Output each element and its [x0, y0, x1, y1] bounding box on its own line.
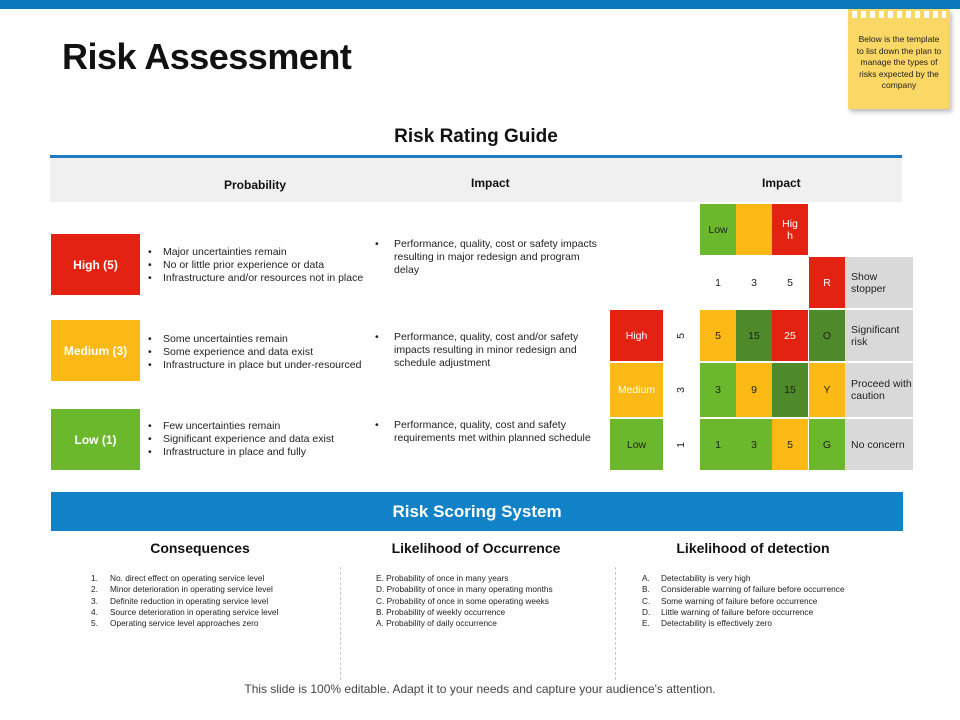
matrix-cell: 15 [772, 363, 808, 417]
list-text: Source deterioration in operating service level [110, 606, 279, 617]
list-item [642, 618, 845, 629]
list-item [91, 584, 278, 595]
impact-low-list [375, 419, 600, 445]
list-item: • Performance, quality, cost and safety requirements met within planned schedule [375, 419, 600, 445]
sticky-note [848, 9, 950, 109]
rating-code-yellow: Y [809, 363, 845, 417]
list-item: • No or little prior experience or data [148, 259, 363, 272]
matrix-cell: 5 [700, 310, 736, 361]
impact-level-medium [736, 204, 772, 255]
impact-level-low: Low [700, 204, 736, 255]
list-item: • Some experience and data exist [148, 346, 361, 359]
impact-score-3: 3 [751, 276, 757, 289]
list-item: A. Probability of daily occurrence [376, 618, 497, 629]
rating-desc-significant: Significant risk [845, 310, 913, 361]
matrix-cell: 1 [700, 419, 736, 470]
probability-score-1 [666, 419, 696, 470]
list-item: • Performance, quality, cost and/or safety impacts resulting in minor redesign and schedule adjustment [375, 331, 600, 370]
detection-title: Likelihood of detection [676, 540, 830, 556]
list-item: • Major uncertainties remain [148, 246, 363, 259]
matrix-cell: 25 [772, 310, 808, 361]
list-item: • Few uncertainties remain [148, 420, 334, 433]
impact-medium-list [375, 331, 600, 370]
list-item: • Infrastructure in place and fully [148, 446, 334, 459]
list-item: • Infrastructure in place but under-resourced [148, 359, 361, 372]
probability-row-high: High [610, 310, 663, 361]
probability-score-1-text: 1 [675, 441, 687, 448]
probability-row-medium: Medium [610, 363, 663, 417]
list-item: D. Probability of once in many operating months [376, 584, 553, 595]
rating-desc-caution: Proceed with caution [845, 363, 913, 417]
list-item [91, 573, 278, 584]
consequences-list [91, 573, 278, 629]
risk-rating-guide-title: Risk Rating Guide [394, 126, 558, 147]
probability-score-3 [666, 363, 696, 417]
list-number: D. [642, 606, 651, 617]
occurrence-title: Likelihood of Occurrence [391, 540, 561, 556]
list-text: Some warning of failure before occurrence [661, 595, 818, 606]
list-item [642, 596, 845, 607]
list-number: 2. [91, 584, 98, 595]
detection-list [642, 573, 845, 629]
list-number: E. [642, 618, 650, 629]
level-low-box: Low (1) [51, 409, 140, 470]
list-text: No. direct effect on operating service level [110, 573, 265, 583]
probability-low-list [148, 420, 334, 459]
impact-high-list [375, 238, 600, 277]
list-number: 5. [91, 618, 98, 629]
list-item: B. Probability of weekly occurrence [376, 606, 506, 617]
list-text: Detectability is very high [661, 573, 751, 583]
probability-medium-list [148, 333, 361, 372]
list-item: • Some uncertainties remain [148, 333, 361, 346]
impact-score-5: 5 [787, 276, 793, 289]
page-title: Risk Assessment [62, 36, 352, 77]
probability-high-list [148, 246, 363, 285]
probability-score-5-text: 5 [675, 332, 687, 339]
list-number: C. [642, 595, 651, 606]
list-text: Little warning of failure before occurrence [661, 606, 814, 617]
list-item [642, 607, 845, 618]
rating-code-green: G [809, 419, 845, 470]
list-text: Considerable warning of failure before occurrence [661, 584, 845, 595]
list-item: • Significant experience and data exist [148, 433, 334, 446]
list-item: • Performance, quality, cost or safety impacts resulting in major redesign and program delay [375, 238, 600, 277]
column-divider [340, 567, 341, 680]
impact-level-high: High [772, 204, 808, 255]
matrix-cell: 15 [736, 310, 772, 361]
list-item [91, 607, 278, 618]
list-item [91, 596, 278, 607]
level-high-box: High (5) [51, 234, 140, 295]
list-text: Detectability is effectively zero [661, 618, 772, 629]
list-number: 1. [91, 573, 98, 583]
rating-code-red: R [809, 257, 845, 308]
matrix-cell: 9 [736, 363, 772, 417]
list-text: Minor deterioration in operating service level [110, 584, 273, 595]
impact-matrix-header: Impact [762, 176, 801, 190]
rating-desc-no-concern: No concern [845, 419, 913, 470]
list-number: B. [642, 584, 650, 595]
sticky-note-text: Below is the template to list down the plan to manage the types of risks expected by the company [856, 34, 942, 90]
level-medium-box: Medium (3) [51, 320, 140, 381]
list-item: E. Probability of once in many years [376, 573, 509, 583]
list-item [642, 584, 845, 595]
matrix-cell: 3 [736, 419, 772, 470]
matrix-cell: 5 [772, 419, 808, 470]
list-number: A. [642, 573, 650, 583]
occurrence-list [376, 573, 553, 629]
list-number: 4. [91, 606, 98, 617]
list-item: • Infrastructure and/or resources not in place [148, 272, 363, 285]
list-item [642, 573, 845, 584]
list-item: C. Probability of once in some operating weeks [376, 595, 549, 606]
probability-score-3-text: 3 [675, 387, 687, 393]
probability-score-5 [666, 310, 696, 361]
probability-header: Probability [224, 178, 287, 192]
risk-scoring-title-bar: Risk Scoring System [51, 492, 903, 531]
impact-header: Impact [471, 176, 510, 190]
rating-code-orange: O [809, 310, 845, 361]
list-number: 3. [91, 595, 98, 606]
probability-row-low: Low [610, 419, 663, 470]
list-text: Operating service level approaches zero [110, 618, 259, 629]
list-text: Definite reduction in operating service level [110, 595, 269, 606]
top-accent-bar [0, 0, 960, 9]
consequences-title: Consequences [150, 540, 250, 556]
list-item [91, 618, 278, 629]
matrix-cell: 3 [700, 363, 736, 417]
impact-score-1: 1 [715, 276, 721, 289]
column-divider [615, 567, 616, 680]
rating-desc-show-stopper: Show stopper [845, 257, 913, 308]
footer-note: This slide is 100% editable. Adapt it to your needs and capture your audience's attention. [244, 682, 716, 696]
sticky-note-perforation [852, 11, 946, 18]
